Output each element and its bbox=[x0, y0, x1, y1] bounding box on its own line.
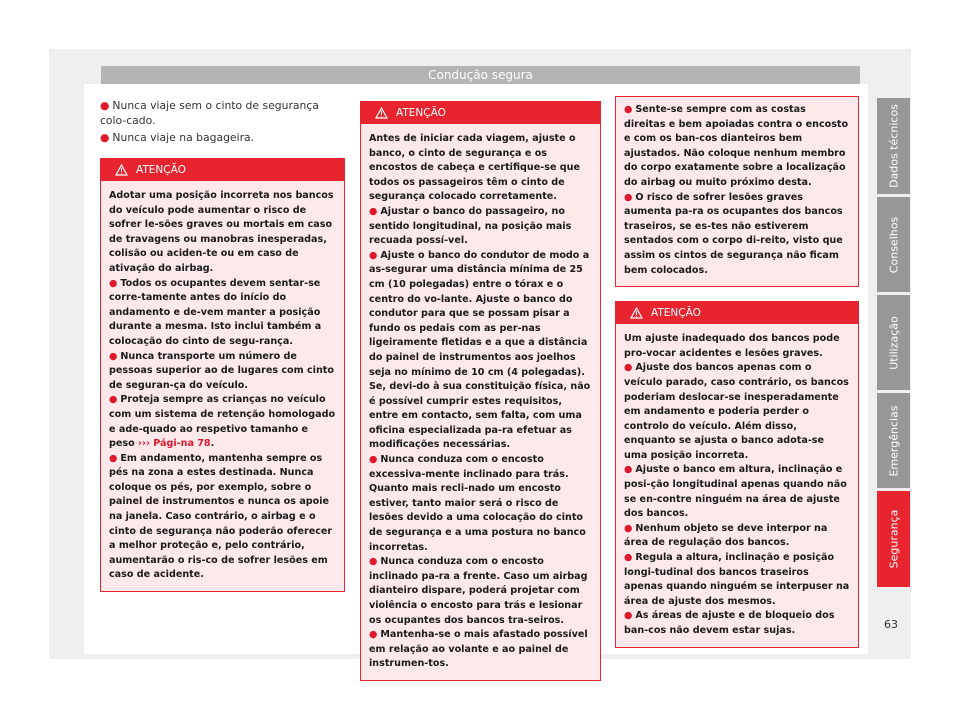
list-item: ● Mantenha-se o mais afastado possível em relação ao volante e ao painel de instrumen-tos. bbox=[369, 629, 588, 670]
warning-body bbox=[361, 124, 600, 680]
tab-seguranca[interactable]: Segurança bbox=[877, 491, 910, 587]
list-item: ● As áreas de ajuste e de bloqueio dos ban-cos não devem estar sujas. bbox=[624, 610, 835, 636]
warning-triangle-icon bbox=[115, 164, 128, 176]
list-item: ● Sente-se sempre com as costas direitas e bem apoiadas contra o encosto e com os ban-cos dianteiros bem ajustados. Não coloque nenhum membro do corpo exatamente sobre a localização do airbag ou muito próximo desta. bbox=[624, 104, 849, 188]
page-reference-link[interactable]: ››› Pági-na 78 bbox=[138, 438, 211, 450]
page-header: Condução segura bbox=[101, 66, 860, 84]
warning-box bbox=[615, 301, 859, 647]
warning-header bbox=[616, 302, 858, 324]
list-item: ● O risco de sofrer lesões graves aumenta pa-ra os ocupantes dos bancos traseiros, se es-tes não estiverem sentados com o corpo di-reito, visto que assim os cintos de segurança não ficam bem colocados. bbox=[624, 191, 843, 276]
warning-body bbox=[101, 181, 344, 591]
warning-intro: Antes de iniciar cada viagem, ajuste o banco, o cinto de segurança e os encostos de cabeça e certifique-se que todos os passageiros têm o cinto de segurança colocado corretamente. bbox=[369, 133, 581, 203]
list-item: ● Ajuste o banco do condutor de modo a as-segurar uma distância mínima de 25 cm (10 polegadas) entre o tórax e o centro do vo-lante. Ajuste o banco do condutor para que se possam pisar a fundo os pedais com as per-nas ligeiramente fletidas e a que a distância do painel de instrumentos aos joelhos seja no mínimo de 10 cm (4 polegadas). Se, devi-do à sua constituição física, não é possível cumprir estes requisitos, entre em contacto, sem falta, com uma oficina especializada pa-ra efetuar as modificações necessárias. bbox=[369, 249, 591, 451]
warning-header bbox=[361, 102, 600, 124]
list-item: ● Proteja sempre as crianças no veículo com um sistema de retenção homologado e ade-quado ao respetivo tamanho e peso ››› Pági-na 78. bbox=[109, 394, 336, 450]
bullet-icon: ● bbox=[100, 99, 110, 112]
intro-bullets bbox=[100, 98, 345, 145]
list-item: ● Regula a altura, inclinação e posição longi-tudinal dos bancos traseiros apenas quando ninguém se interpuser na área de ajuste dos mesmos. bbox=[624, 552, 850, 607]
warning-body bbox=[616, 324, 858, 646]
list-item: ● Todos os ocupantes devem sentar-se corre-tamente antes do início do andamento e de-vem manter a posição durante a mesma. Isto inclui também a colocação do cinto de segu-rança. bbox=[109, 277, 322, 347]
warning-box bbox=[360, 101, 601, 681]
warning-title: ATENÇÃO bbox=[396, 107, 446, 119]
warning-continuation-box bbox=[615, 96, 859, 287]
warning-box bbox=[100, 158, 345, 592]
list-item: ● Nunca transporte um número de pessoas superior ao de lugares com cinto de seguran-ça do veículo. bbox=[109, 350, 334, 391]
column-3 bbox=[615, 96, 859, 648]
tab-utilizacao[interactable]: Utilização bbox=[877, 295, 910, 390]
tab-conselhos[interactable]: Conselhos bbox=[877, 197, 910, 292]
tab-emergencias[interactable]: Emergências bbox=[877, 393, 910, 488]
column-2 bbox=[360, 101, 601, 681]
warning-title: ATENÇÃO bbox=[136, 164, 186, 176]
list-item: ● Nunca viaje sem o cinto de segurança colo-cado. bbox=[100, 99, 319, 127]
list-item: ● Em andamento, mantenha sempre os pés na zona a estes destinada. Nunca coloque os pés, por exemplo, sobre o painel de instrumentos e nunca os apoie na janela. Caso contrário, o airbag e o cinto de segurança não poderão oferecer a melhor proteção e, pelo contrário, aumentarão o ris-co de sofrer lesões em caso de acidente. bbox=[109, 452, 333, 581]
warning-title: ATENÇÃO bbox=[651, 307, 701, 320]
list-item: ● Ajuste dos bancos apenas com o veículo parado, caso contrário, os bancos poderiam deslocar-se inesperadamente em andamento e poderia perder o controlo do veículo. Além disso, enquanto se ajusta o banco adota-se uma posição incorreta. bbox=[624, 362, 849, 461]
page-number: 63 bbox=[884, 618, 898, 631]
tab-dados-tecnicos[interactable]: Dados técnicos bbox=[877, 98, 910, 194]
list-item: ● Ajustar o banco do passageiro, no sentido longitudinal, na posição mais recuada possí-vel. bbox=[369, 205, 572, 247]
column-1 bbox=[100, 98, 345, 592]
warning-header bbox=[101, 159, 344, 181]
warning-intro: Adotar uma posição incorreta nos bancos do veículo pode aumentar o risco de sofrer le-sões graves ou mortais em caso de travagens ou manobras inesperadas, colisão ou aciden-te ou em caso de ativação do airbag. bbox=[109, 190, 334, 274]
list-item: ● Nunca conduza com o encosto inclinado pa-ra a frente. Caso um airbag dianteiro dispare, poderá projetar com violência o encosto para trás e lesionar os ocupantes dos bancos tra-seiros. bbox=[369, 556, 588, 626]
list-item: ● Nunca viaje na bagageira. bbox=[100, 131, 255, 144]
warning-body bbox=[616, 97, 858, 286]
bullet-icon: ● bbox=[100, 131, 110, 144]
warning-triangle-icon bbox=[375, 107, 388, 119]
list-item: ● Nenhum objeto se deve interpor na área de regulação dos bancos. bbox=[624, 522, 828, 549]
list-item: ● Nunca conduza com o encosto excessiva-mente inclinado para trás. Quanto mais recli-nado um encosto estiver, tanto maior será o risco de lesões devido a uma colocação do cinto de segurança e a uma postura no banco incorretas. bbox=[369, 454, 586, 553]
warning-triangle-icon bbox=[630, 307, 643, 319]
list-item: ● Ajuste o banco em altura, inclinação e posi-ção longitudinal apenas quando não se en-contre ninguém na área de ajuste dos bancos. bbox=[624, 464, 847, 520]
warning-intro: Um ajuste inadequado dos bancos pode pro-vocar acidentes e lesões graves. bbox=[624, 333, 840, 359]
